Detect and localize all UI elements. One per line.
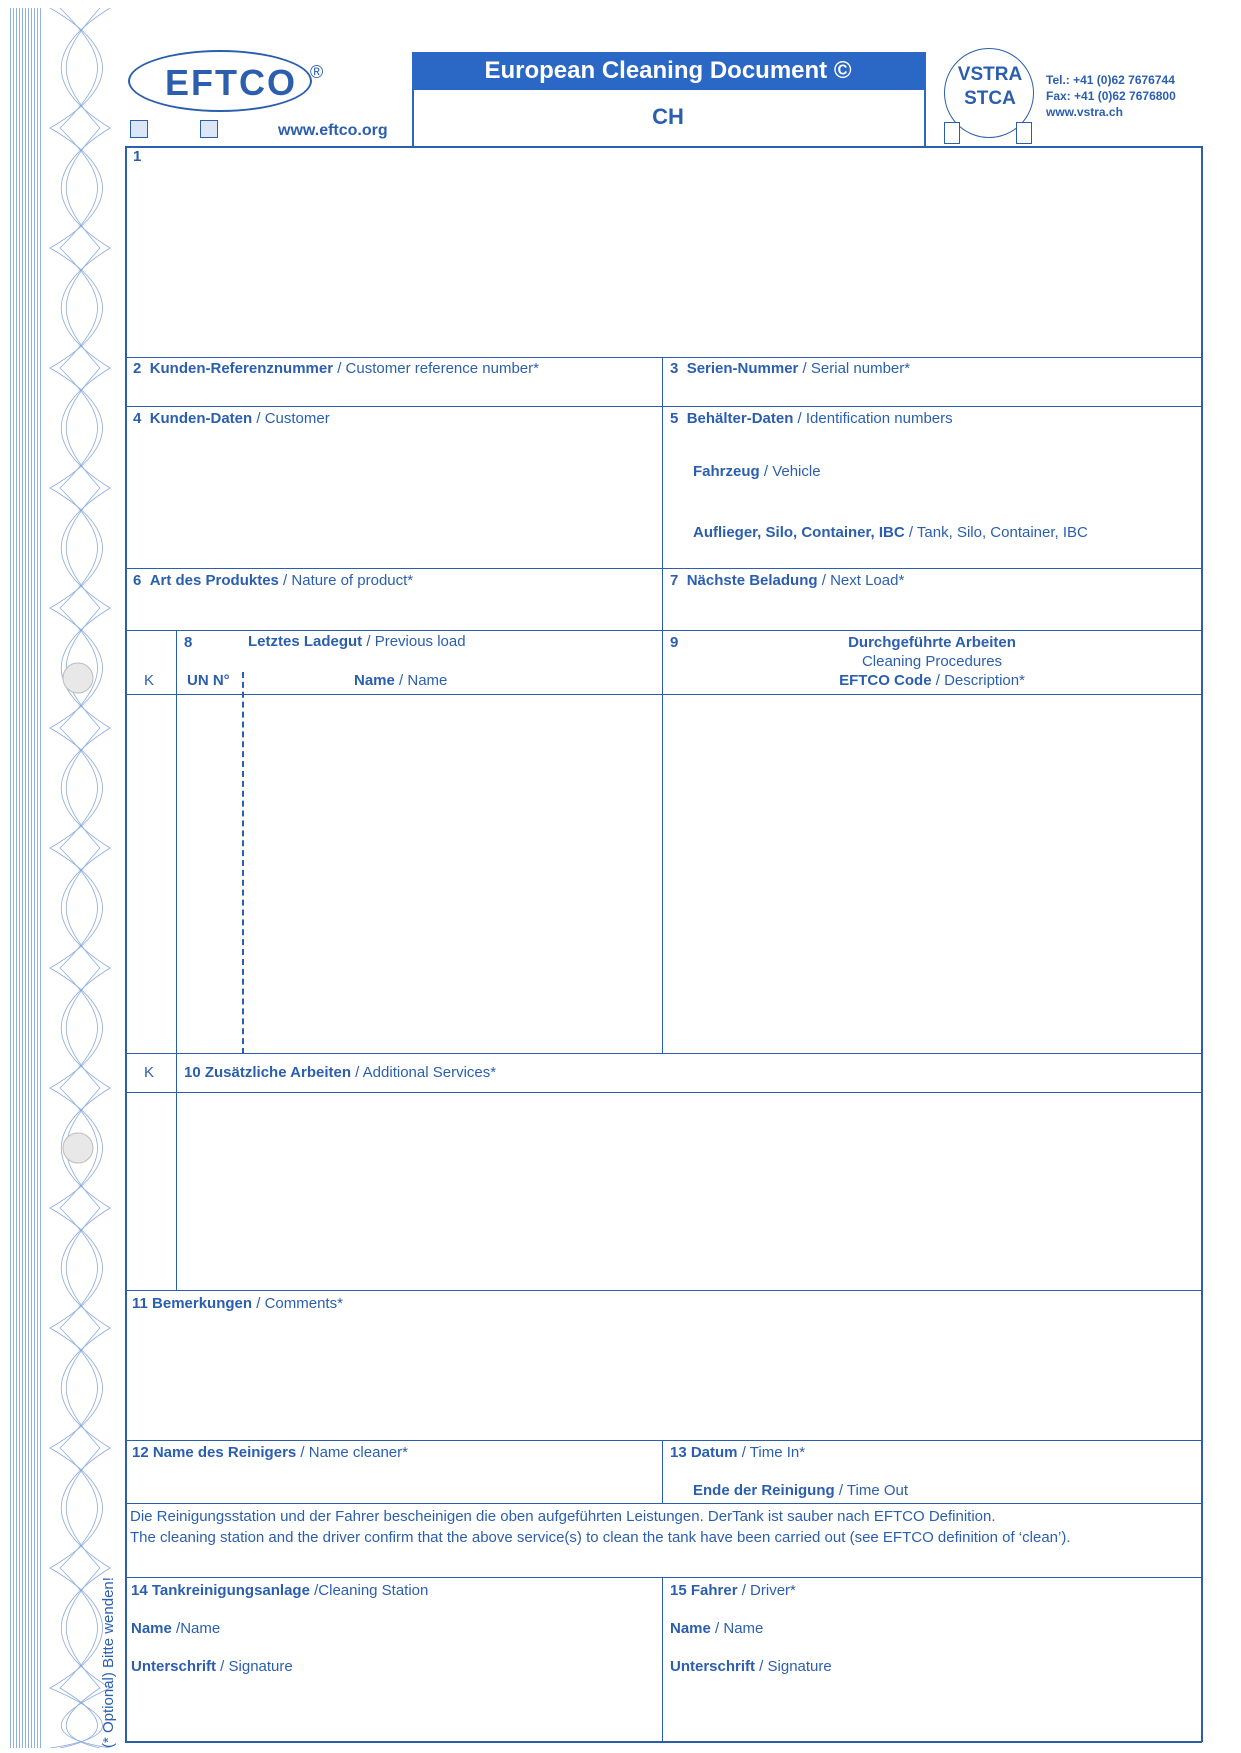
field-3-label (670, 360, 910, 377)
vstra-website[interactable]: www.vstra.ch (1046, 105, 1123, 119)
vehicle-label-de: Fahrzeug (693, 463, 760, 480)
decorative-strip (10, 8, 42, 1748)
header-checkbox-1[interactable] (130, 120, 148, 138)
field-5-label-en: / Identification numbers (793, 410, 953, 427)
field-14-label-de: 14 Tankreinigungsanlage (131, 1582, 310, 1599)
grid-line (176, 630, 177, 1054)
grid-line (125, 694, 1202, 695)
vstra-logo-line2: STCA (964, 88, 1016, 109)
field-14-name-de: Name (131, 1620, 172, 1637)
grid-line (662, 630, 663, 1054)
field-14-signature-en: / Signature (216, 1658, 293, 1675)
grid-line (125, 568, 1202, 569)
grid-line (125, 146, 1202, 148)
field-14-name (131, 1620, 220, 1637)
grid-line (125, 1577, 1202, 1578)
field-5-label (670, 410, 953, 427)
field-4-number: 4 (133, 410, 142, 427)
grid-line (125, 1741, 1202, 1743)
field-6-label (133, 572, 413, 589)
field-9-line2: Cleaning Procedures (861, 653, 1003, 670)
field-14-name-en: /Name (171, 1620, 221, 1637)
decorative-wave-pattern (40, 8, 130, 1748)
column-name-header (354, 672, 447, 689)
grid-line (125, 630, 1202, 631)
field-8-label (248, 633, 466, 650)
vstra-logo-line1: VSTRA (957, 64, 1023, 85)
field-9-line3 (662, 672, 1202, 689)
field-7-label-de: Nächste Beladung (686, 572, 818, 589)
field-15-label-de: 15 Fahrer (670, 1582, 738, 1599)
confirmation-text-en: The cleaning station and the driver confirm that the above service(s) to clean the tank have been carried out (see EFTCO definition of ‘clean’). (130, 1529, 1071, 1546)
fax: Fax: +41 (0)62 7676800 (1046, 89, 1176, 103)
column-un-header: UN N° (187, 672, 230, 689)
grid-line (125, 1053, 1202, 1054)
column-k-header: K (144, 672, 155, 689)
field-3-label-en: / Serial number* (798, 360, 911, 377)
field-15-label (670, 1582, 796, 1599)
eftco-logo-text: EFTCO (165, 62, 297, 103)
field-9-code-label: EFTCO Code (839, 672, 932, 689)
header-checkbox-2[interactable] (200, 120, 218, 138)
field-15-signature-de: Unterschrift (670, 1658, 756, 1675)
field-6-number: 6 (133, 572, 142, 589)
field-13-label-de: 13 Datum (670, 1444, 738, 1461)
end-cleaning-label-de: Ende der Reinigung (693, 1482, 835, 1499)
phone: Tel.: +41 (0)62 7676744 (1046, 73, 1175, 87)
field-8-number: 8 (184, 634, 193, 651)
grid-line (125, 357, 1202, 358)
field-3-number: 3 (670, 360, 679, 377)
field-13-label-en: / Time In* (737, 1444, 806, 1461)
grid-line (125, 1092, 1202, 1093)
name-header-en: / Name (394, 672, 448, 689)
field-10-label (184, 1064, 496, 1081)
field-15-signature-en: / Signature (755, 1658, 832, 1675)
country-code: CH (652, 104, 684, 129)
field-3-label-de: Serien-Nummer (686, 360, 799, 377)
grid-line (662, 1440, 663, 1503)
vehicle-label-en: / Vehicle (759, 463, 821, 480)
field-1-area[interactable] (133, 150, 1193, 350)
end-cleaning-label-en: / Time Out (834, 1482, 909, 1499)
field-10-label-de: 10 Zusätzliche Arbeiten (184, 1064, 351, 1081)
field-4-label-de: Kunden-Daten (149, 410, 253, 427)
field-5-label-de: Behälter-Daten (686, 410, 794, 427)
registered-mark: ® (310, 62, 324, 82)
eftco-website[interactable]: www.eftco.org (278, 122, 388, 139)
field-2-label (133, 360, 539, 377)
field-14-signature-de: Unterschrift (131, 1658, 217, 1675)
field-4-label-en: / Customer (252, 410, 330, 427)
field-8-label-en: / Previous load (362, 633, 466, 650)
field-8-label-de: Letztes Ladegut (248, 633, 363, 650)
grid-line (125, 406, 1202, 407)
field-14-label (131, 1582, 428, 1599)
field-2-label-en: / Customer reference number* (333, 360, 539, 377)
field-6-label-en: / Nature of product* (278, 572, 414, 589)
column-k-header-10: K (144, 1064, 155, 1081)
field-2-label-de: Kunden-Referenznummer (149, 360, 334, 377)
name-header-de: Name (354, 672, 395, 689)
grid-line (125, 1503, 1202, 1504)
field-15-name-de: Name (670, 1620, 711, 1637)
field-13-label (670, 1444, 805, 1461)
tank-label-en: / Tank, Silo, Container, IBC (904, 524, 1088, 541)
field-6-label-de: Art des Produktes (149, 572, 279, 589)
field-14-label-en: /Cleaning Station (309, 1582, 429, 1599)
field-12-label (132, 1444, 408, 1461)
field-15-name-en: / Name (710, 1620, 764, 1637)
field-5-number: 5 (670, 410, 679, 427)
field-7-number: 7 (670, 572, 679, 589)
document-title: European Cleaning Document © (412, 52, 924, 90)
field-2-number: 2 (133, 360, 142, 377)
field-4-label (133, 410, 330, 427)
field-11-label-de: 11 Bemerkungen (132, 1295, 253, 1312)
field-12-label-de: 12 Name des Reinigers (132, 1444, 297, 1461)
field-9-number: 9 (670, 634, 679, 651)
grid-line (125, 1440, 1202, 1441)
grid-line (176, 1053, 177, 1291)
field-1-number: 1 (133, 148, 142, 165)
field-7-label (670, 572, 904, 589)
field-9-description-label: / Description* (931, 672, 1025, 689)
field-7-label-en: / Next Load* (817, 572, 905, 589)
field-5-vehicle-label (693, 463, 821, 480)
field-10-label-en: / Additional Services* (351, 1064, 497, 1081)
field-13-end-label (693, 1482, 908, 1499)
header-checkbox-3[interactable] (944, 122, 960, 144)
field-9-title-de: Durchgeführte Arbeiten (848, 634, 1016, 651)
field-12-label-en: / Name cleaner* (296, 1444, 408, 1461)
tank-label-de: Auflieger, Silo, Container, IBC (693, 524, 905, 541)
confirmation-text-de: Die Reinigungsstation und der Fahrer bescheinigen die oben aufgeführten Leistungen. DerTank ist sauber nach EFTCO Definition. (130, 1508, 996, 1525)
side-note: (* Optional) Bitte wenden! (100, 1577, 117, 1748)
field-14-signature (131, 1658, 293, 1675)
field-5-tank-label (693, 524, 1088, 541)
field-15-signature (670, 1658, 832, 1675)
header-checkbox-4[interactable] (1016, 122, 1032, 144)
field-15-label-en: / Driver* (737, 1582, 796, 1599)
grid-line (662, 1577, 663, 1742)
dashed-divider (242, 672, 244, 1054)
field-11-label (132, 1295, 343, 1312)
contact-info (1046, 72, 1176, 120)
field-15-name (670, 1620, 763, 1637)
grid-line (125, 1290, 1202, 1291)
field-9-line1 (662, 634, 1202, 651)
field-11-label-en: / Comments* (252, 1295, 343, 1312)
